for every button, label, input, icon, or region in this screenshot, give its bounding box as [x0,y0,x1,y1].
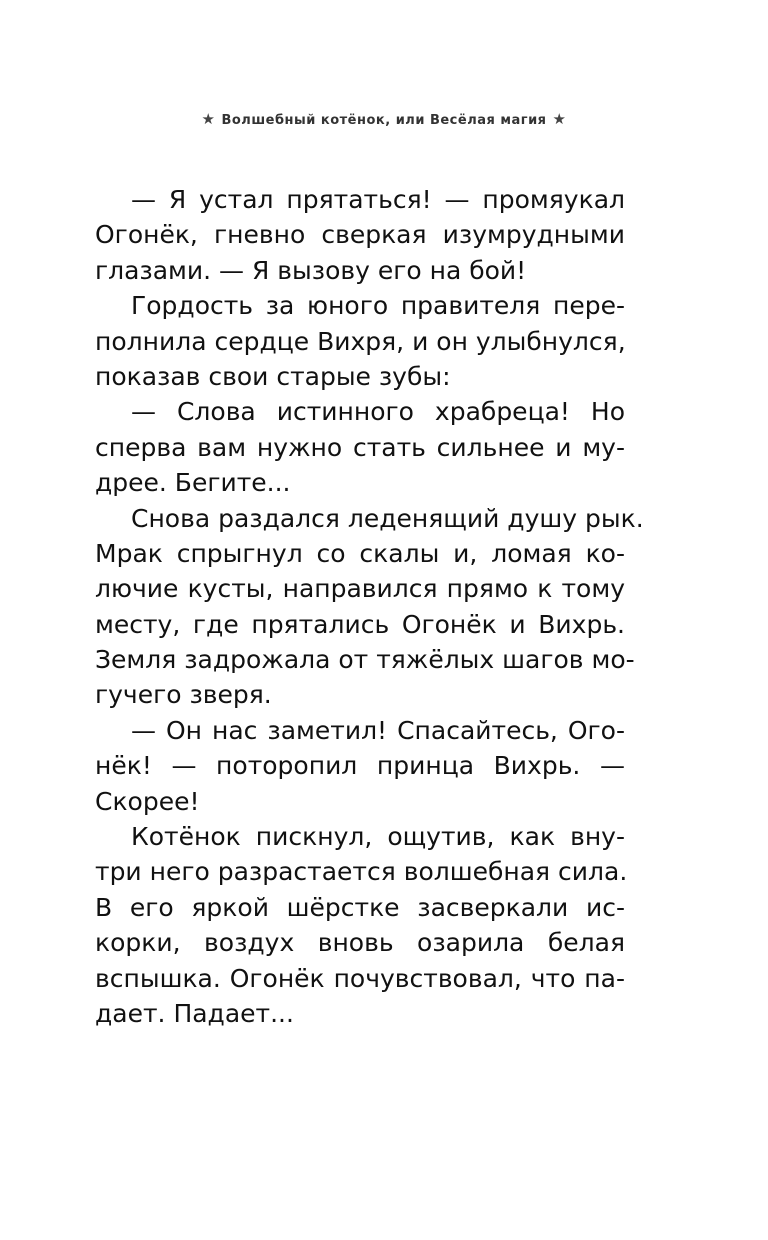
paragraph-3 [95,394,625,500]
text-line: Земля задрожала от тяжёлых шагов мо- [95,645,635,675]
paragraph-6 [95,819,628,1031]
text-line: полнила сердце Вихря, и он улыбнулся, [95,326,626,356]
text-line: дрее. Бегите... [95,468,291,498]
text-line: — Слова истинного храбреца! Но [131,397,625,427]
paragraph-4 [95,501,644,713]
text-line: — Он нас заметил! Спасайтесь, Ого- [131,715,625,745]
text-line: Огонёк, гневно сверкая изумрудными [95,220,625,250]
paragraph-1 [95,182,625,288]
text-line: корки, воздух вновь озарила белая [95,928,625,958]
text-line: глазами. — Я вызову его на бой! [95,255,527,285]
text-line: Гордость за юного правителя пере- [131,291,625,321]
text-line: Котёнок пискнул, ощутив, как вну- [131,822,625,852]
text-line: гучего зверя. [95,680,272,710]
text-line: сперва вам нужно стать сильнее и му- [95,432,625,462]
paragraph-5 [95,713,625,819]
text-line: месту, где прятались Огонёк и Вихрь. [95,609,625,639]
header-title: Волшебный котёнок, или Весёлая магия [221,113,547,128]
running-header [0,110,768,128]
text-line: Снова раздался леденящий душу рык. [131,503,644,533]
body-text [95,182,644,1031]
text-line: Скорее! [95,786,200,816]
star-right-icon: ★ [552,110,567,128]
text-line: лючие кусты, направился прямо к тому [95,574,625,604]
text-line: дает. Падает... [95,998,294,1028]
star-left-icon: ★ [201,110,216,128]
text-line: вспышка. Огонёк почувствовал, что па- [95,963,625,993]
text-line: В его яркой шёрстке засверкали ис- [95,892,625,922]
text-line: показав свои старые зубы: [95,361,451,391]
text-line: три него разрастается волшебная сила. [95,857,628,887]
paragraph-2 [95,288,625,394]
text-line: нёк! — поторопил принца Вихрь. — [95,751,625,781]
text-line: Мрак спрыгнул со скалы и, ломая ко- [95,538,625,568]
text-line: — Я устал прятаться! — промяукал [131,185,625,214]
